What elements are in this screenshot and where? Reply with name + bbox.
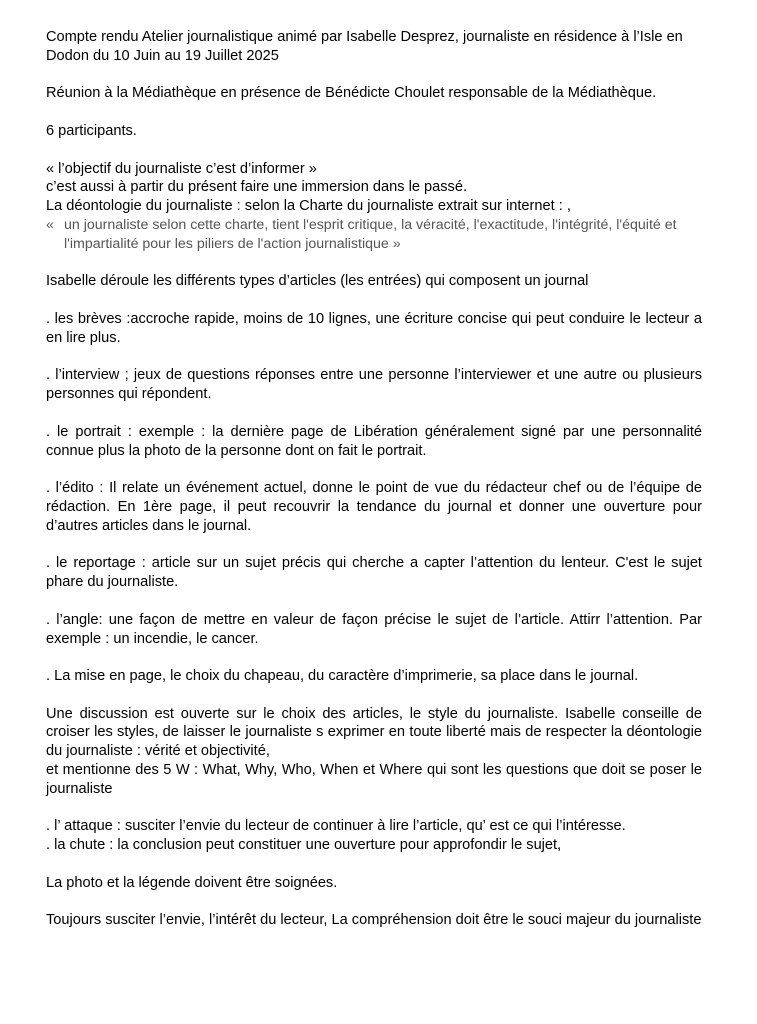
discussion-paragraph — [46, 705, 702, 799]
chute-text: . la chute : la conclusion peut constituer une ouverture pour approfondir le sujet, — [46, 837, 562, 854]
interview-text: . l’interview ; jeux de questions réponses entre une personne l’interviewer et une autre ou plusieurs personnes qui répondent. — [46, 367, 702, 403]
objective-quote: « l’objectif du journaliste c’est d’informer » — [46, 160, 317, 177]
report-title: Compte rendu Atelier journalistique animé par Isabelle Desprez, journaliste en résidence à l’Isle en Dodon du 10 Juin au 19 Juillet 2025 — [46, 29, 683, 64]
edito-paragraph — [46, 479, 702, 535]
participants-text: 6 participants. — [46, 122, 137, 139]
meeting-text: Réunion à la Médiathèque en présence de Bénédicte Choulet responsable de la Médiathèque. — [46, 85, 657, 102]
edito-text: . l’édito : Il relate un événement actuel, donne le point de vue du rédacteur chef ou de l’équipe de rédaction. En 1ère page, il peut recouvrir la tendance du journal et donner une ouverture pour d’autres articles dans le journal. — [46, 480, 702, 534]
breves-paragraph — [46, 310, 702, 348]
photo-paragraph — [46, 874, 702, 893]
angle-text: . l’angle: une façon de mettre en valeur de façon précise le sujet de l’article. Attirr l’attention. Par exemple : un incendie, le cancer. — [46, 611, 702, 647]
portrait-text: . le portrait : exemple : la dernière page de Libération généralement signé par une personnalité connue plus la photo de la personne dont on fait le portrait. — [46, 423, 702, 459]
reportage-paragraph — [46, 554, 702, 592]
interview-paragraph — [46, 366, 702, 404]
types-intro-paragraph — [46, 272, 702, 291]
attaque-text: . l’ attaque : susciter l’envie du lecteur de continuer à lire l’article, qu’ est ce qui l’intéresse. — [46, 818, 626, 835]
charter-text: un journaliste selon cette charte, tient l'esprit critique, la véracité, l'exactitude, l'intégrité, l'équité et l'impartialité pour les piliers de l'action journalistique » — [64, 216, 677, 252]
types-intro-text: Isabelle déroule les différents types d’articles (les entrées) qui composent un journal — [46, 273, 589, 290]
mise-en-page-paragraph — [46, 667, 702, 686]
conclusion-paragraph — [46, 911, 702, 930]
meeting-paragraph — [46, 84, 702, 103]
discussion-text: Une discussion est ouverte sur le choix des articles, le style du journaliste. Isabelle conseille de croiser les styles, de laisser le journaliste s exprimer en toute liberté mais de respecter la déontologie du journaliste : vérité et objectivité, — [46, 705, 702, 760]
conclusion-text: Toujours susciter l’envie, l’intérêt du lecteur, La compréhension doit être le souci majeur du journaliste — [46, 912, 702, 929]
charter-open-mark: « — [46, 216, 54, 233]
portrait-paragraph — [46, 423, 702, 461]
angle-paragraph — [46, 611, 702, 649]
document-page — [46, 28, 702, 949]
deontology-text: La déontologie du journaliste : selon la Charte du journaliste extrait sur internet : , — [46, 198, 571, 215]
deontology-section — [46, 160, 702, 254]
immersion-text: c’est aussi à partir du présent faire une immersion dans le passé. — [46, 179, 467, 196]
attaque-chute-paragraph — [46, 817, 702, 855]
photo-text: La photo et la légende doivent être soignées. — [46, 874, 338, 891]
five-w-text: et mentionne des 5 W : What, Why, Who, When et Where qui sont les questions que doit se poser le journaliste — [46, 762, 702, 797]
breves-text: . les brèves :accroche rapide, moins de 10 lignes, une écriture concise qui peut conduire le lecteur a en lire plus. — [46, 310, 702, 346]
mise-en-page-text: . La mise en page, le choix du chapeau, du caractère d’imprimerie, sa place dans le journal. — [46, 668, 639, 685]
charter-quote — [46, 216, 702, 254]
reportage-text: . le reportage : article sur un sujet précis qui cherche a capter l’attention du lenteur. C'est le sujet phare du journaliste. — [46, 555, 702, 591]
participants-paragraph — [46, 122, 702, 141]
header-paragraph — [46, 28, 702, 66]
